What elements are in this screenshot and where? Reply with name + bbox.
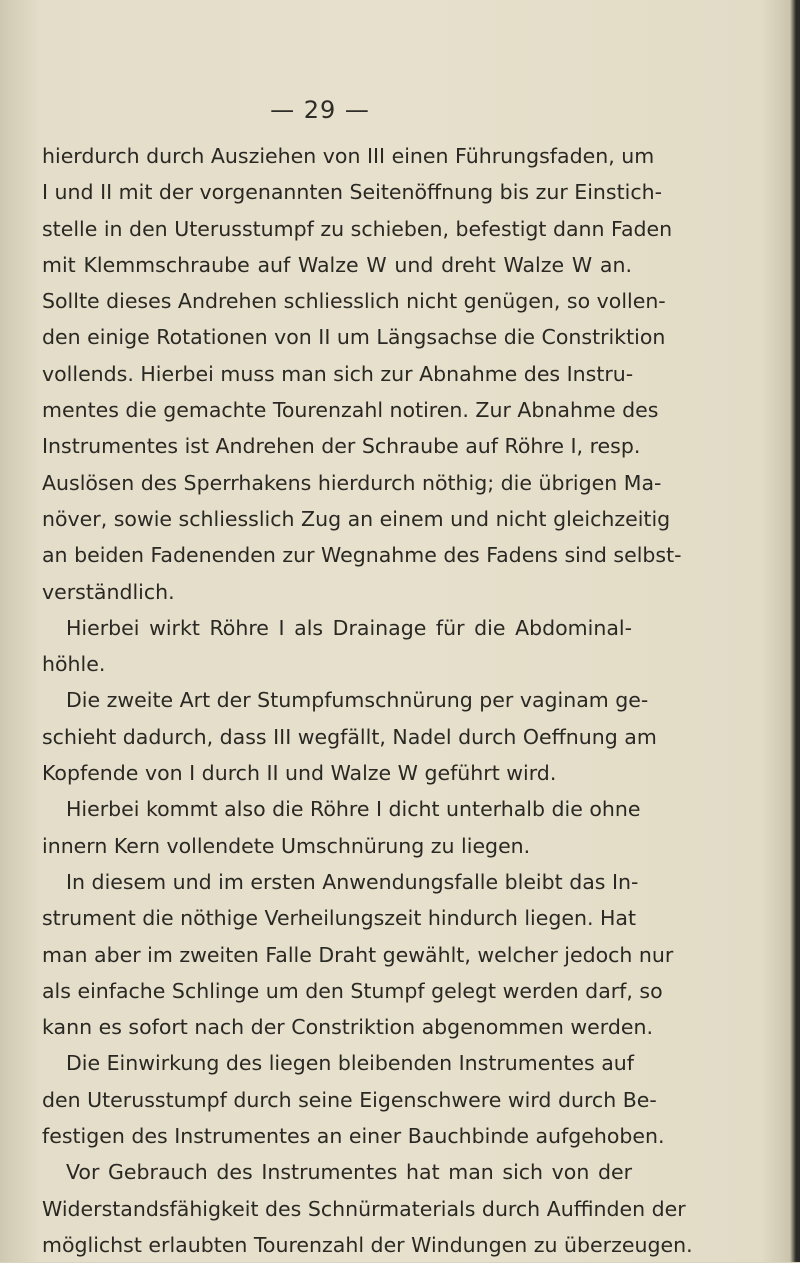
text-line: verständlich. bbox=[42, 579, 175, 604]
text-line: I und II mit der vorgenannten Seitenöffnung bis zur Einstich- bbox=[42, 180, 662, 205]
text-line: mentes die gemachte Tourenzahl notiren. Zur Abnahme des bbox=[42, 398, 659, 423]
text-line: hierdurch durch Ausziehen von III einen Führungsfaden, um bbox=[42, 144, 655, 168]
text-line: Die zweite Art der Stumpfumschnürung per vaginam ge- bbox=[66, 688, 649, 713]
text-line: als einfache Schlinge um den Stumpf gelegt werden darf, so bbox=[42, 978, 663, 1003]
text-line: vollends. Hierbei muss man sich zur Abnahme des Instru- bbox=[42, 361, 634, 386]
text-line: man aber im zweiten Falle Draht gewählt, welcher jedoch nur bbox=[42, 942, 674, 967]
text-line: stelle in den Uterusstumpf zu schieben, befestigt dann Faden bbox=[42, 216, 673, 241]
text-line: höhle. bbox=[42, 652, 106, 677]
text-line: Hierbei kommt also die Röhre I dicht unterhalb die ohne bbox=[66, 797, 641, 822]
body-text bbox=[42, 138, 693, 1263]
text-line: kann es sofort nach der Constriktion abgenommen werden. bbox=[42, 1015, 653, 1040]
text-line: Widerstandsfähigkeit des Schnürmaterials durch Auffinden der bbox=[42, 1196, 686, 1221]
text-line: an beiden Fadenenden zur Wegnahme des Fadens sind selbst- bbox=[42, 543, 682, 568]
text-line: Die Einwirkung des liegen bleibenden Instrumentes auf bbox=[66, 1051, 634, 1076]
text-line: Hierbei wirkt Röhre I als Drainage für die Abdominal- bbox=[66, 615, 632, 640]
text-line: strument die nöthige Verheilungszeit hindurch liegen. Hat bbox=[42, 906, 637, 931]
text-line: mit Klemmschraube auf Walze W und dreht Walze W an. bbox=[42, 252, 632, 277]
text-line: Sollte dieses Andrehen schliesslich nicht genügen, so vollen- bbox=[42, 289, 666, 314]
text-line: Vor Gebrauch des Instrumentes hat man sich von der bbox=[66, 1160, 632, 1185]
text-line: növer, sowie schliesslich Zug an einem und nicht gleichzeitig bbox=[42, 506, 671, 531]
text-line: den Uterusstumpf durch seine Eigenschwere wird durch Be- bbox=[42, 1087, 657, 1112]
text-line: möglichst erlaubten Tourenzahl der Windungen zu überzeugen. bbox=[42, 1232, 693, 1257]
text-line: festigen des Instrumentes an einer Bauchbinde aufgehoben. bbox=[42, 1124, 665, 1149]
page-number: — 29 — bbox=[270, 96, 370, 124]
text-line: Kopfende von I durch II und Walze W geführt wird. bbox=[42, 761, 557, 786]
text-line: In diesem und im ersten Anwendungsfalle bleibt das In- bbox=[66, 869, 639, 894]
text-line: schieht dadurch, dass III wegfällt, Nadel durch Oeffnung am bbox=[42, 724, 657, 749]
text-line: Auslösen des Sperrhakens hierdurch nöthig; die übrigen Ma- bbox=[42, 470, 662, 495]
text-line: Instrumentes ist Andrehen der Schraube auf Röhre I, resp. bbox=[42, 434, 641, 459]
text-line: innern Kern vollendete Umschnürung zu liegen. bbox=[42, 833, 531, 858]
text-line: den einige Rotationen von II um Längsachse die Constriktion bbox=[42, 325, 666, 350]
